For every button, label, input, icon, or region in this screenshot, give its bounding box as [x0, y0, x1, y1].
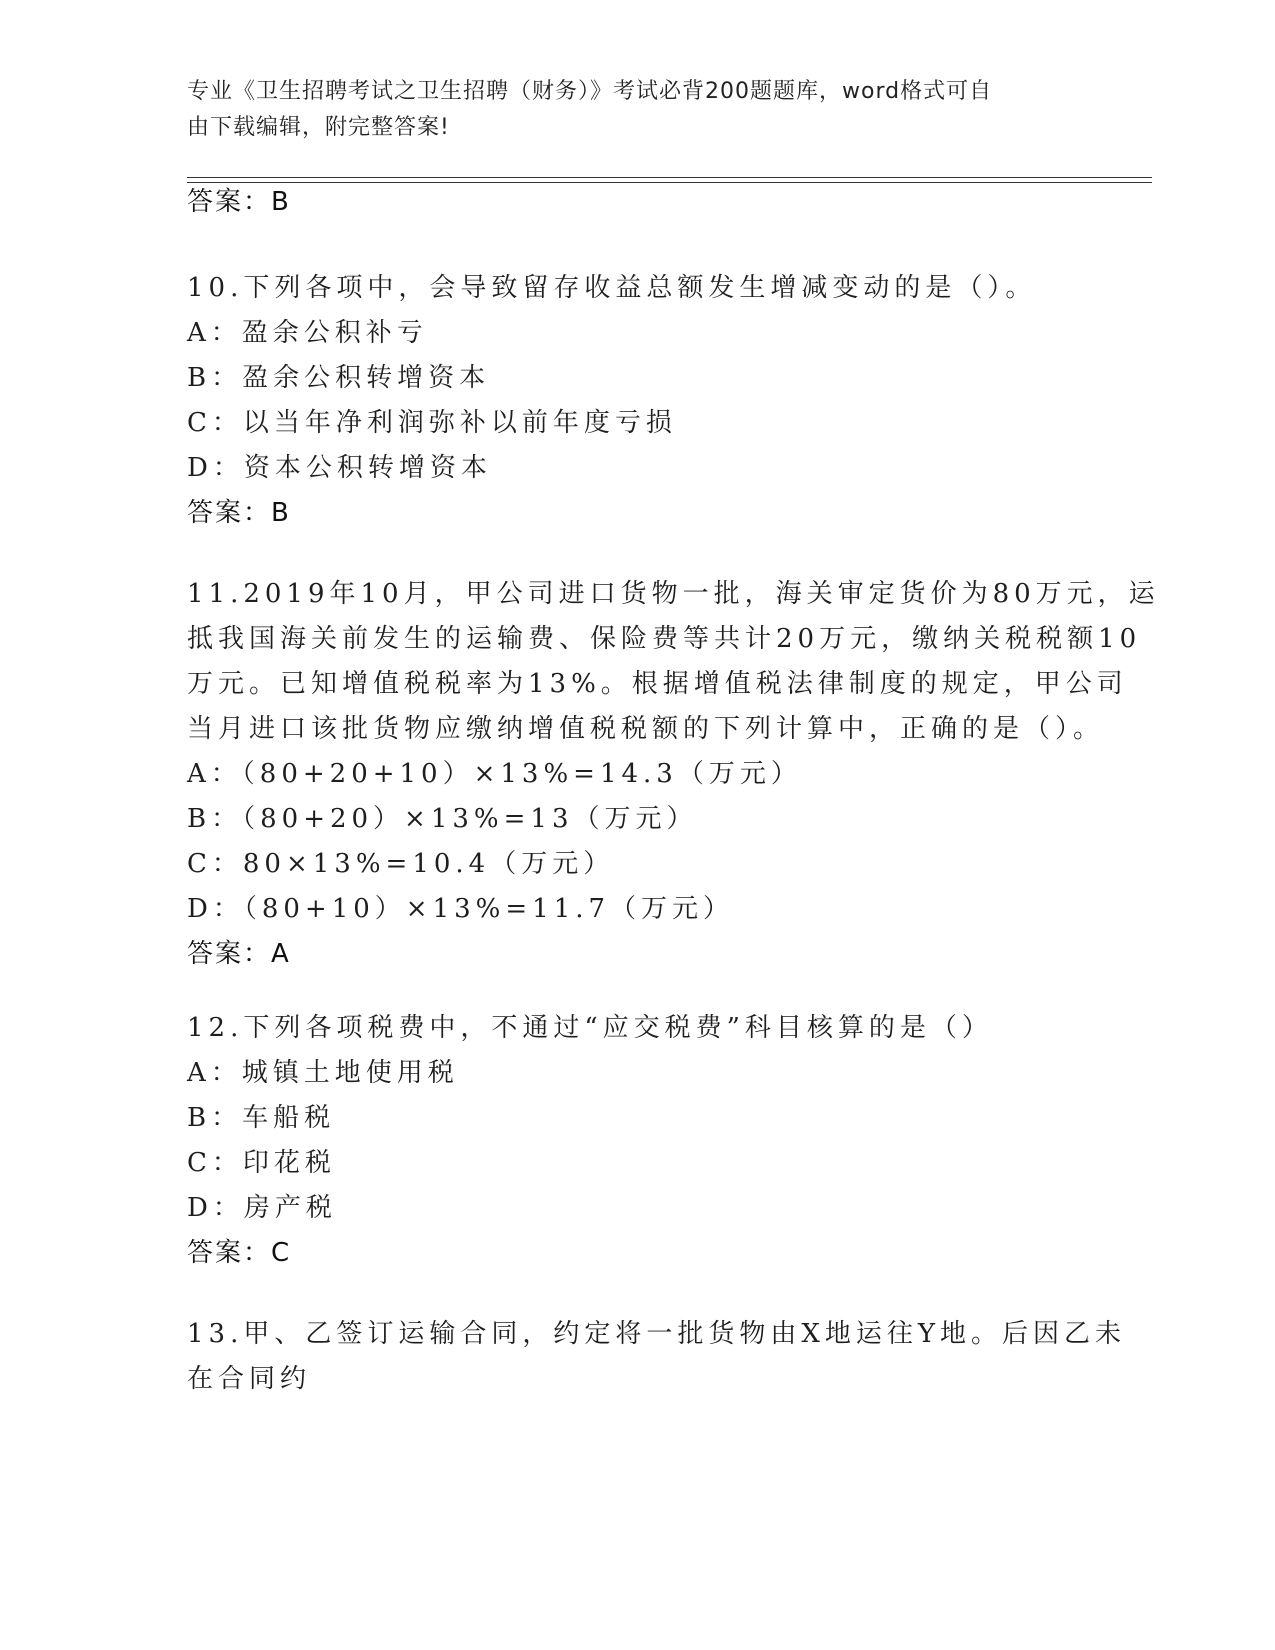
question-13 — [187, 1312, 1127, 1402]
question-stem-line-2: 抵我国海关前发生的运输费、保险费等共计20万元，缴纳关税税额10 — [187, 624, 1142, 654]
option-b: B：车船税 — [187, 1103, 336, 1133]
document-header — [187, 74, 1087, 146]
question-stem-line-2: 在合同约 — [187, 1364, 312, 1394]
header-line-2: 由下载编辑，附完整答案! — [187, 115, 450, 140]
question-stem-line-4: 当月进口该批货物应缴纳增值税税额的下列计算中，正确的是（）。 — [187, 714, 1105, 744]
answer-line: 答案：B — [187, 187, 291, 217]
option-b: B：（80+20）×13%=13（万元） — [187, 804, 698, 834]
option-d: D：资本公积转增资本 — [187, 453, 492, 483]
answer-line: 答案：B — [187, 498, 291, 528]
option-b: B：盈余公积转增资本 — [187, 363, 491, 393]
question-12 — [187, 1006, 1087, 1276]
question-stem-line-1: 13.甲、乙签订运输合同，约定将一批货物由X地运往Y地。后因乙未 — [187, 1319, 1127, 1349]
header-divider-top — [187, 177, 1152, 178]
option-a: A：盈余公积补亏 — [187, 318, 428, 348]
answer-line: 答案：A — [187, 939, 291, 969]
question-10 — [187, 266, 1087, 536]
question-stem-line-3: 万元。已知增值税税率为13%。根据增值税法律制度的规定，甲公司 — [187, 669, 1128, 699]
option-c: C：印花税 — [187, 1148, 336, 1178]
question-11 — [187, 572, 1160, 977]
option-a: A：城镇土地使用税 — [187, 1058, 459, 1088]
question-stem-line-1: 11.2019年10月，甲公司进口货物一批，海关审定货价为80万元，运 — [187, 579, 1160, 609]
option-d: D：（80+10）×13%=11.7（万元） — [187, 894, 735, 924]
question-stem: 10.下列各项中，会导致留存收益总额发生增减变动的是（）。 — [187, 273, 1037, 303]
option-c: C：以当年净利润弥补以前年度亏损 — [187, 408, 677, 438]
question-stem: 12.下列各项税费中，不通过“应交税费”科目核算的是（） — [187, 1013, 993, 1043]
header-line-1: 专业《卫生招聘考试之卫生招聘（财务）》考试必背200题题库，word格式可自 — [187, 79, 993, 104]
option-c: C：80×13%=10.4（万元） — [187, 849, 615, 879]
previous-answer-block — [187, 180, 1087, 225]
option-a: A：（80+20+10）×13%=14.3（万元） — [187, 759, 802, 789]
answer-line: 答案：C — [187, 1238, 292, 1268]
option-d: D：房产税 — [187, 1193, 337, 1223]
